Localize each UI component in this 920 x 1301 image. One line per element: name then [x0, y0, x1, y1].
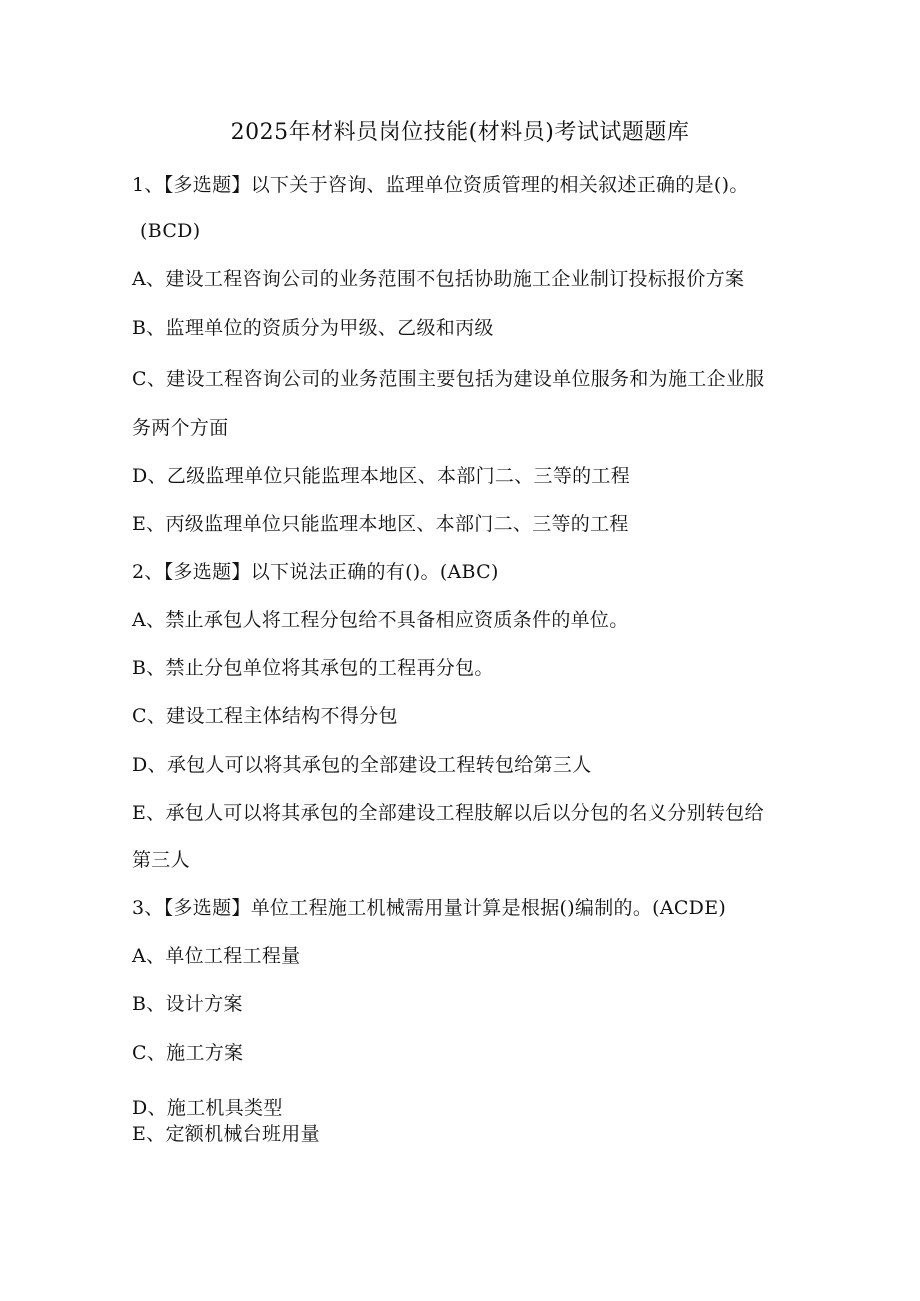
question-2-option-e: E、承包人可以将其承包的全部建设工程肢解以后以分包的名义分别转包给 — [132, 802, 764, 824]
document-title: 2025年材料员岗位技能(材料员)考试试题题库 — [230, 120, 690, 145]
question-2-option-a: A、禁止承包人将工程分包给不具备相应资质条件的单位。 — [132, 609, 629, 631]
question-1-option-d: D、乙级监理单位只能监理本地区、本部门二、三等的工程 — [132, 465, 631, 487]
question-3-option-c: C、施工方案 — [132, 1042, 244, 1064]
question-3-option-e: E、定额机械台班用量 — [132, 1123, 320, 1145]
question-3-stem: 3、【多选题】单位工程施工机械需用量计算是根据()编制的。(ACDE) — [132, 897, 727, 919]
question-3-option-d: D、施工机具类型 — [132, 1097, 283, 1119]
question-1-option-c: C、建设工程咨询公司的业务范围主要包括为建设单位服务和为施工企业服 — [132, 368, 765, 390]
question-2-stem: 2、【多选题】以下说法正确的有()。(ABC) — [132, 561, 499, 583]
question-1-option-b: B、监理单位的资质分为甲级、乙级和丙级 — [132, 317, 494, 339]
question-2-option-b: B、禁止分包单位将其承包的工程再分包。 — [132, 657, 494, 679]
question-1-option-a: A、建设工程咨询公司的业务范围不包括协助施工企业制订投标报价方案 — [132, 268, 745, 290]
question-2-option-d: D、承包人可以将其承包的全部建设工程转包给第三人 — [132, 754, 592, 776]
question-3-option-a: A、单位工程工程量 — [132, 945, 301, 967]
question-3-option-b: B、设计方案 — [132, 993, 243, 1015]
question-1-option-e: E、丙级监理单位只能监理本地区、本部门二、三等的工程 — [132, 513, 629, 535]
question-2-option-e-continued: 第三人 — [132, 849, 190, 871]
question-1-stem: 1、【多选题】以下关于咨询、监理单位资质管理的相关叙述正确的是()。 — [132, 174, 749, 196]
question-1-option-c-continued: 务两个方面 — [132, 417, 229, 439]
question-1-answer: (BCD) — [140, 220, 201, 242]
question-2-option-c: C、建设工程主体结构不得分包 — [132, 705, 398, 727]
